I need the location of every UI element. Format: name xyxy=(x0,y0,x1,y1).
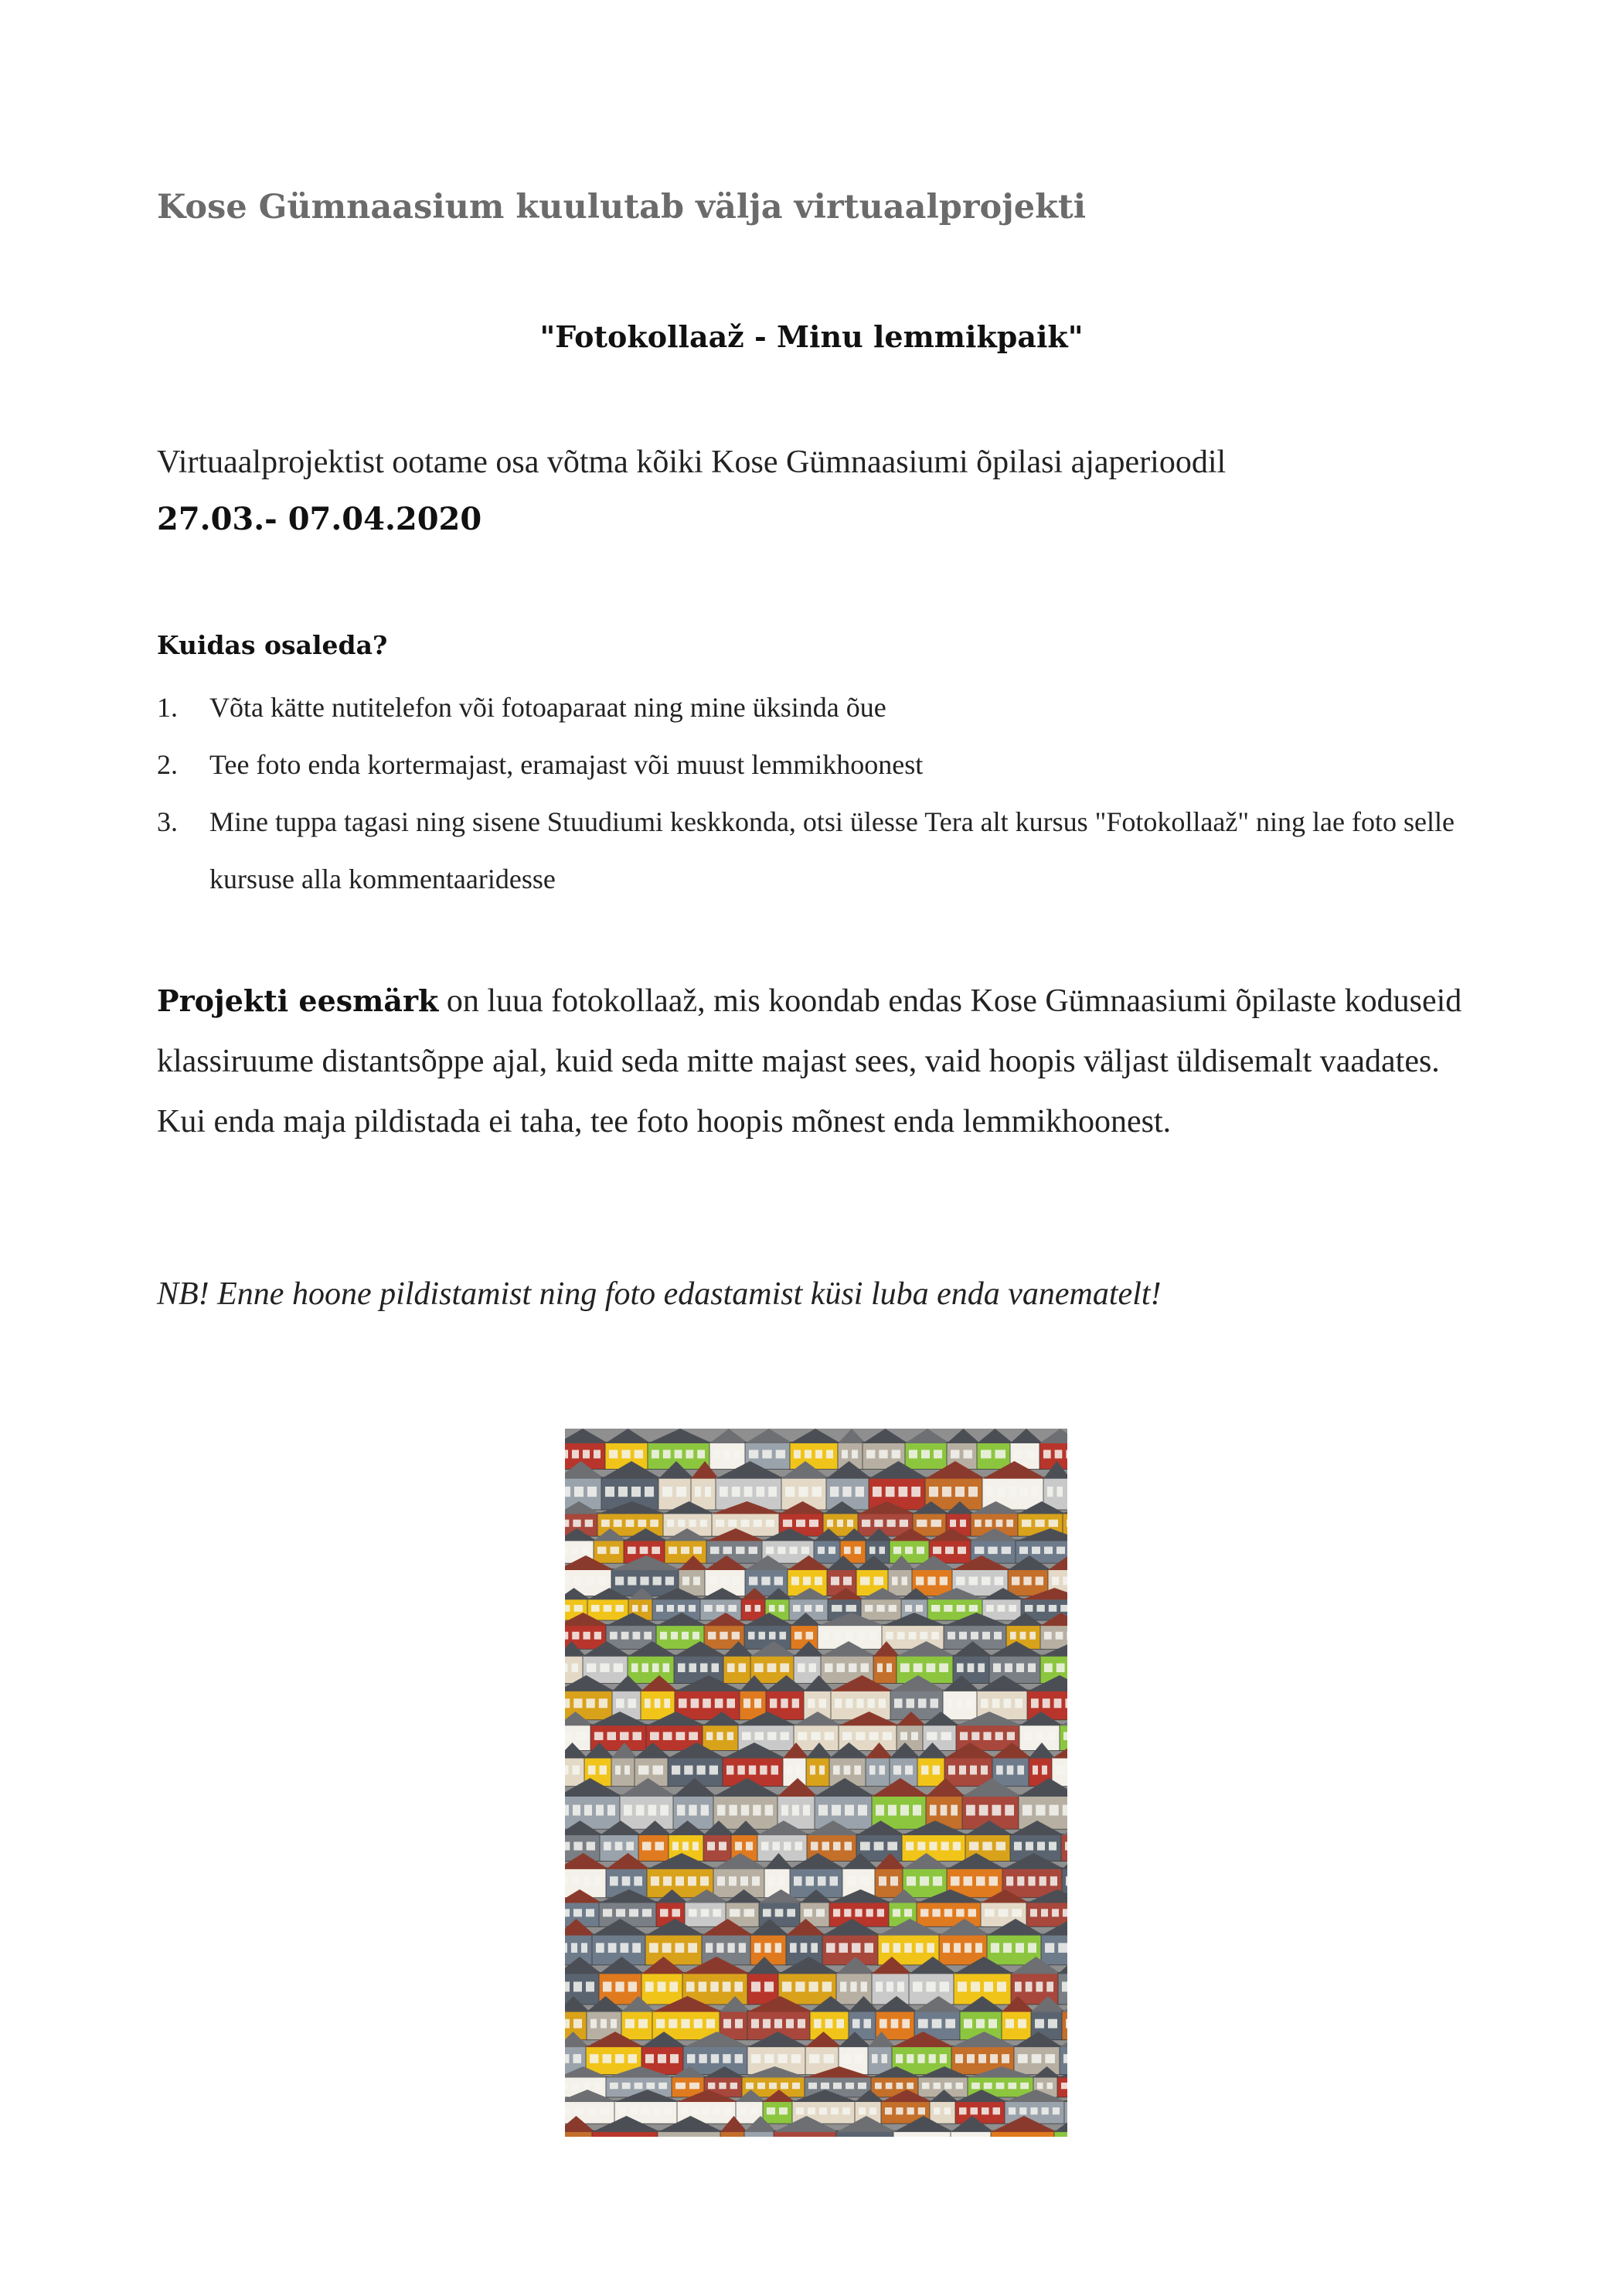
collage-house xyxy=(709,1429,748,1470)
collage-house xyxy=(838,1429,866,1470)
collage-house xyxy=(790,1429,841,1470)
collage-house xyxy=(605,1429,651,1470)
collage-house xyxy=(1039,1429,1067,1470)
aim-label: Projekti eesmärk xyxy=(157,983,439,1018)
collage-graphic xyxy=(565,1429,1067,2137)
step-item xyxy=(157,793,1486,908)
aim-text: on luua fotokollaaž, mis koondab endas Kose Gümnaasiumi õpilaste koduseid klassiruume distantsõppe ajal, kuid seda mitte majast sees, vaid hoopis väljast üldisemalt vaadates. Kui enda maja pildistada ei taha, tee foto hoopis mõnest enda lemmikhoonest. xyxy=(157,983,1462,1139)
step-item xyxy=(157,736,1486,793)
collage-house xyxy=(947,1429,980,1470)
step-text: Tee foto enda kortermajast, eramajast või muust lemmikhoonest xyxy=(209,749,924,780)
project-title: "Fotokollaaž - Minu lemmikpaik" xyxy=(539,319,1084,354)
howto-heading: Kuidas osaleda? xyxy=(157,630,388,660)
steps-list xyxy=(157,679,1486,908)
parental-permission-note: NB! Enne hoone pildistamist ning foto edastamist küsi luba enda vanematelt! xyxy=(157,1276,1162,1312)
step-number: 2. xyxy=(157,749,178,780)
announcement-heading: Kose Gümnaasium kuulutab välja virtuaalprojekti xyxy=(157,188,1087,227)
houses-collage-image xyxy=(565,1429,1067,2137)
step-number: 3. xyxy=(157,806,178,837)
project-aim-paragraph xyxy=(157,971,1471,1152)
collage-house xyxy=(977,1429,1013,1470)
step-text: Võta kätte nutitelefon või fotoaparaat ning mine üksinda õue xyxy=(209,692,886,723)
intro-text: Virtuaalprojektist ootame osa võtma kõiki Kose Gümnaasiumi õpilasi ajaperioodil xyxy=(157,445,1227,480)
step-text: Mine tuppa tagasi ning sisene Stuudiumi keskkonda, otsi ülesse Tera alt kursus "Fotokollaaž" ning lae foto selle kursuse alla kommentaaridesse xyxy=(209,806,1455,894)
collage-house xyxy=(648,1429,713,1470)
step-number: 1. xyxy=(157,692,178,723)
step-item xyxy=(157,679,1486,736)
collage-house xyxy=(905,1429,950,1470)
project-dates: 27.03.- 07.04.2020 xyxy=(157,501,482,537)
collage-house xyxy=(565,1429,608,1470)
